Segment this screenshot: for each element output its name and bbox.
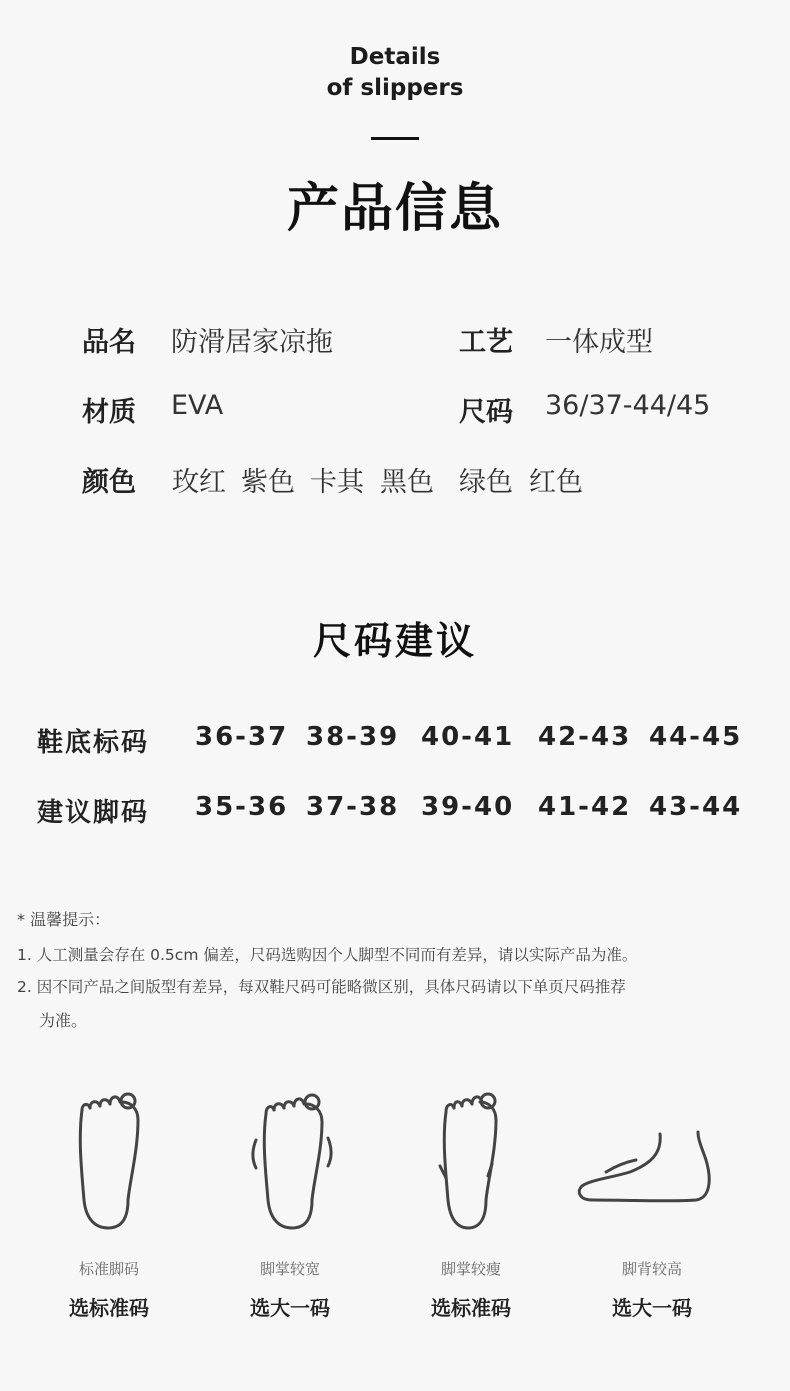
shoe-size-cell: 40-41: [421, 722, 515, 752]
shoe-size-cell: 44-45: [649, 722, 743, 752]
foot-caption: 脚掌较瘦: [440, 1260, 501, 1278]
color-option: 玫红: [172, 467, 226, 498]
page-title: 产品信息: [286, 179, 503, 239]
foot-caption: 脚背较高: [621, 1260, 682, 1278]
shoe-size-cell: 36-37: [195, 722, 289, 752]
foot-size-cell: 35-36: [195, 792, 289, 822]
foot-size-cell: 43-44: [649, 792, 743, 822]
tip-line-1: 1. 人工测量会存在 0.5cm 偏差，尺码选购因个人脚型不同而有差异，请以实际产品为准。: [17, 946, 638, 964]
color-label: 颜色: [82, 467, 136, 498]
color-option: 红色: [529, 467, 583, 498]
tips-title: * 温馨提示：: [17, 910, 111, 929]
foot-advice: 选标准码: [431, 1296, 511, 1320]
foot-advice: 选大一码: [612, 1296, 692, 1320]
foot-size-label: 建议脚码: [37, 798, 150, 828]
header-en-line1: Details: [349, 44, 441, 70]
foot-advice: 选标准码: [69, 1296, 149, 1320]
size-guide-title: 尺码建议: [312, 619, 477, 663]
craft-label: 工艺: [459, 327, 513, 358]
color-option: 紫色: [241, 467, 295, 498]
shoe-size-cell: 38-39: [306, 722, 400, 752]
header-en-line2: of slippers: [326, 75, 464, 101]
craft-value: 一体成型: [545, 327, 653, 358]
tip-line-2-continued: 为准。: [39, 1011, 88, 1030]
foot-size-cell: 39-40: [421, 792, 515, 822]
shoe-size-label: 鞋底标码: [37, 728, 150, 758]
name-label: 品名: [82, 327, 136, 358]
foot-size-cell: 37-38: [306, 792, 400, 822]
material-value: EVA: [171, 390, 224, 421]
foot-caption: 脚掌较宽: [259, 1260, 320, 1278]
size-range-value: 36/37-44/45: [545, 390, 711, 421]
color-option: 卡其: [310, 467, 364, 498]
shoe-size-cell: 42-43: [538, 722, 632, 752]
narrow-foot-icon: [420, 1080, 530, 1240]
high-instep-foot-icon: [570, 1120, 730, 1220]
header-divider: [371, 137, 419, 140]
material-label: 材质: [82, 397, 136, 428]
tip-line-2: 2. 因不同产品之间版型有差异，每双鞋尺码可能略微区别，具体尺码请以下单页尺码推荐: [17, 978, 626, 996]
color-option: 黑色: [380, 467, 434, 498]
standard-foot-icon: [60, 1080, 170, 1240]
foot-caption: 标准脚码: [78, 1260, 139, 1278]
foot-size-cell: 41-42: [538, 792, 632, 822]
header-english: [0, 42, 790, 104]
wide-foot-icon: [240, 1080, 350, 1240]
foot-advice: 选大一码: [250, 1296, 330, 1320]
size-range-label: 尺码: [459, 397, 513, 428]
name-value: 防滑居家凉拖: [171, 327, 333, 358]
color-option: 绿色: [459, 467, 513, 498]
